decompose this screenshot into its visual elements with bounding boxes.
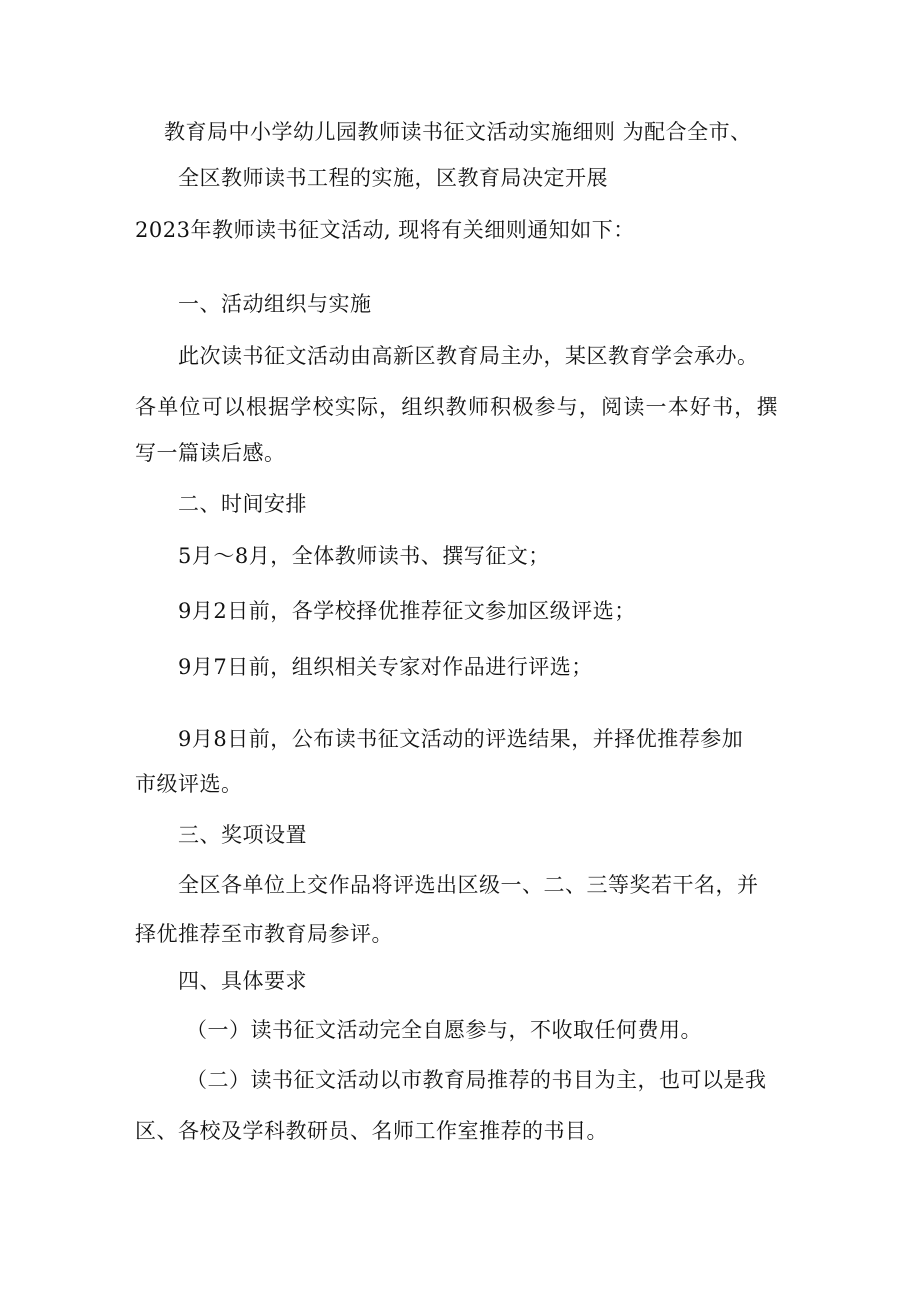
section-2-heading: 二、时间安排 [178,492,307,516]
section-3-paragraph-line-2: 择优推荐至市教育局参评。 [135,922,393,946]
section-1-heading: 一、活动组织与实施 [178,292,372,316]
section-1-paragraph-line-2: 各单位可以根据学校实际，组织教师积极参与，阅读一本好书，撰 [135,395,778,419]
schedule-item-1: 5月～8月，全体教师读书、撰写征文； [178,544,550,568]
section-1-paragraph-line-1: 此次读书征文活动由高新区教育局主办，某区教育学会承办。 [178,344,759,368]
schedule-item-4-line-2: 市级评选。 [135,772,243,796]
intro-line-2: 全区教师读书工程的实施，区教育局决定开展 [178,166,608,190]
section-4-heading: 四、具体要求 [178,969,307,993]
schedule-item-4-line-1: 9月8日前，公布读书征文活动的评选结果，并择优推荐参加 [178,727,744,751]
section-3-paragraph-line-1: 全区各单位上交作品将评选出区级一、二、三等奖若干名，并 [178,873,759,897]
intro-line-1: 教育局中小学幼儿园教师读书征文活动实施细则 为配合全市、 [164,120,752,144]
schedule-item-2: 9月2日前，各学校择优推荐征文参加区级评选； [178,599,636,623]
requirement-item-2-line-1: （二）读书征文活动以市教育局推荐的书目为主，也可以是我 [186,1068,767,1092]
intro-line-3: 2023年教师读书征文活动, 现将有关细则通知如下： [135,218,635,242]
requirement-item-2-line-2: 区、各校及学科教研员、名师工作室推荐的书目。 [135,1119,608,1143]
section-3-heading: 三、奖项设置 [178,823,307,847]
requirement-item-1: （一）读书征文活动完全自愿参与，不收取任何费用。 [186,1018,702,1042]
section-1-paragraph-line-3: 写一篇读后感。 [135,441,286,465]
schedule-item-3: 9月7日前，组织相关专家对作品进行评选； [178,655,593,679]
